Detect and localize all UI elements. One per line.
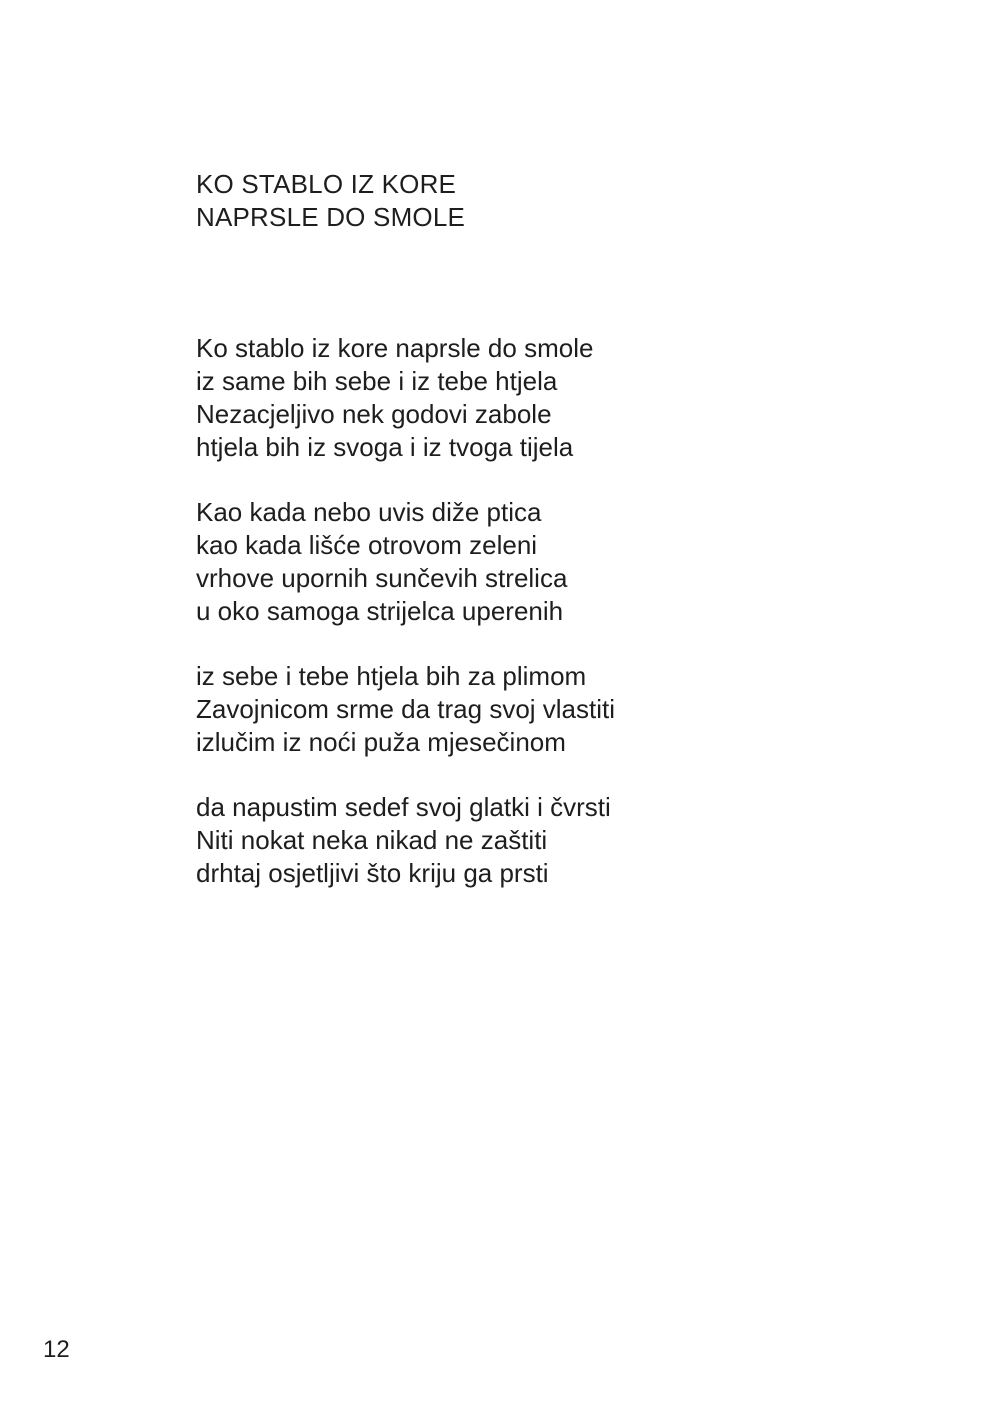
page-number: 12: [43, 1336, 70, 1363]
verse-line: u oko samoga strijelca uperenih: [196, 596, 564, 626]
verse-line: Ko stablo iz kore naprsle do smole: [196, 333, 594, 363]
poem-body: [196, 332, 615, 922]
verse-line: Niti nokat neka nikad ne zaštiti: [196, 825, 548, 855]
verse-line: izlučim iz noći puža mjesečinom: [196, 727, 566, 757]
poem-title-line: KO STABLO IZ KORE: [196, 169, 457, 199]
verse-line: da napustim sedef svoj glatki i čvrsti: [196, 792, 611, 822]
verse-line: Zavojnicom srme da trag svoj vlastiti: [196, 694, 616, 724]
verse-line: drhtaj osjetljivi što kriju ga prsti: [196, 858, 549, 888]
verse-line: kao kada lišće otrovom zeleni: [196, 530, 538, 560]
stanza-4: [196, 791, 615, 890]
verse-line: htjela bih iz svoga i iz tvoga tijela: [196, 432, 574, 462]
verse-line: iz same bih sebe i iz tebe htjela: [196, 366, 558, 396]
verse-line: vrhove upornih sunčevih strelica: [196, 563, 568, 593]
verse-line: iz sebe i tebe htjela bih za plimom: [196, 661, 587, 691]
stanza-2: [196, 496, 615, 628]
stanza-1: [196, 332, 615, 464]
poem-title: [196, 168, 465, 234]
stanza-3: [196, 660, 615, 759]
verse-line: Nezacjeljivo nek godovi zabole: [196, 399, 552, 429]
poem-title-line: NAPRSLE DO SMOLE: [196, 202, 466, 232]
verse-line: Kao kada nebo uvis diže ptica: [196, 497, 542, 527]
